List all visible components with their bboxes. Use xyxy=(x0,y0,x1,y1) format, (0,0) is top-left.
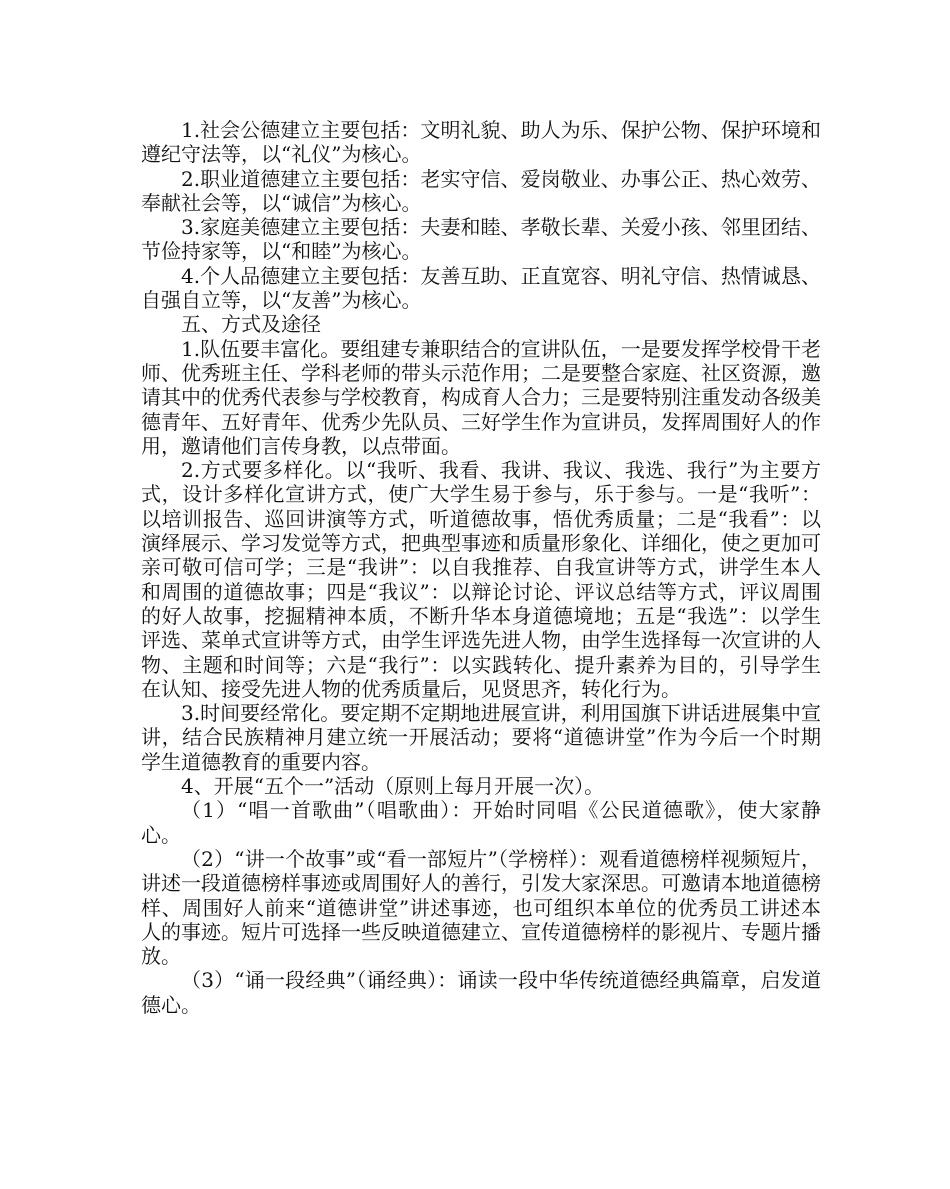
paragraph-method-diversification: 2.方式要多样化。以“我听、我看、我讲、我议、我选、我行”为主要方式，设计多样化宣讲方式，使广大学生易于参与，乐于参与。一是“我听”：以培训报告、巡回讲演等方式，听道德故事，悟优秀质量；二是“我看”：以演绎展示、学习发觉等方式，把典型事迹和质量形象化、详细化，使之更加可亲可敬可信可学；三是“我讲”：以自我推荐、自我宣讲等方式，讲学生本人和周围的道德故事；四是“我议”：以辩论讨论、评议总结等方式，评议周围的好人故事，挖掘精神本质，不断升华本身道德境地；五是“我选”：以学生评选、菜单式宣讲等方式，由学生评选先进人物，由学生选择每一次宣讲的人物、主题和时间等；六是“我行”：以实践转化、提升素养为目的，引导学生在认知、接受先进人物的优秀质量后，见贤思齐，转化行为。 xyxy=(141,458,821,701)
paragraph-five-ones-activity: 4、开展“五个一”活动（原则上每月开展一次）。 xyxy=(181,774,605,799)
paragraph-personal-character: 4.个人品德建立主要包括：友善互助、正直宽容、明礼守信、热情诚恳、自强自立等，以“友善”为核心。 xyxy=(141,263,821,313)
paragraph-recite-classic: （3）“诵一段经典”（诵经典）：诵读一段中华传统道德经典篇章，启发道德心。 xyxy=(141,968,821,1017)
paragraph-family-virtues: 3.家庭美德建立主要包括：夫妻和睦、孝敬长辈、关爱小孩、邻里团结、节俭持家等，以“和睦”为核心。 xyxy=(141,215,821,264)
paragraph-professional-ethics: 2.职业道德建立主要包括：老实守信、爱岗敬业、办事公正、热心效劳、奉献社会等，以“诚信”为核心。 xyxy=(141,166,821,215)
paragraph-tell-a-story: （2）“讲一个故事”或“看一部短片”（学榜样）：观看道德榜样视频短片，讲述一段道德榜样事迹或周围好人的善行，引发大家深思。可邀请本地道德榜样、周围好人前来“道德讲堂”讲述事迹，也可组织本单位的优秀员工讲述本人的事迹。短片可选择一些反映道德建立、宣传道德榜样的影视片、专题片播放。 xyxy=(141,846,821,969)
section-heading-methods: 五、方式及途径 xyxy=(181,312,321,337)
paragraph-sing-a-song: （1）“唱一首歌曲”（唱歌曲）：开始时同唱《公民道德歌》，使大家静心。 xyxy=(141,798,821,847)
paragraph-team-enrichment: 1.队伍要丰富化。要组建专兼职结合的宣讲队伍，一是要发挥学校骨干老师、优秀班主任、学科老师的带头示范作用；二是要整合家庭、社区资源，邀请其中的优秀代表参与学校教育，构成育人合力；三是要特别注重发动各级美德青年、五好青年、优秀少先队员、三好学生作为宣讲员，发挥周围好人的作用，邀请他们言传身教，以点带面。 xyxy=(141,336,821,458)
paragraph-social-ethics: 1.社会公德建立主要包括：文明礼貌、助人为乐、保护公物、保护环境和遵纪守法等，以“礼仪”为核心。 xyxy=(141,118,821,167)
paragraph-time-regularization: 3.时间要经常化。要定期不定期地进展宣讲，利用国旗下讲话进展集中宣讲，结合民族精神月建立统一开展活动；要将“道德讲堂”作为今后一个时期学生道德教育的重要内容。 xyxy=(141,701,821,774)
document-body xyxy=(141,118,821,1017)
